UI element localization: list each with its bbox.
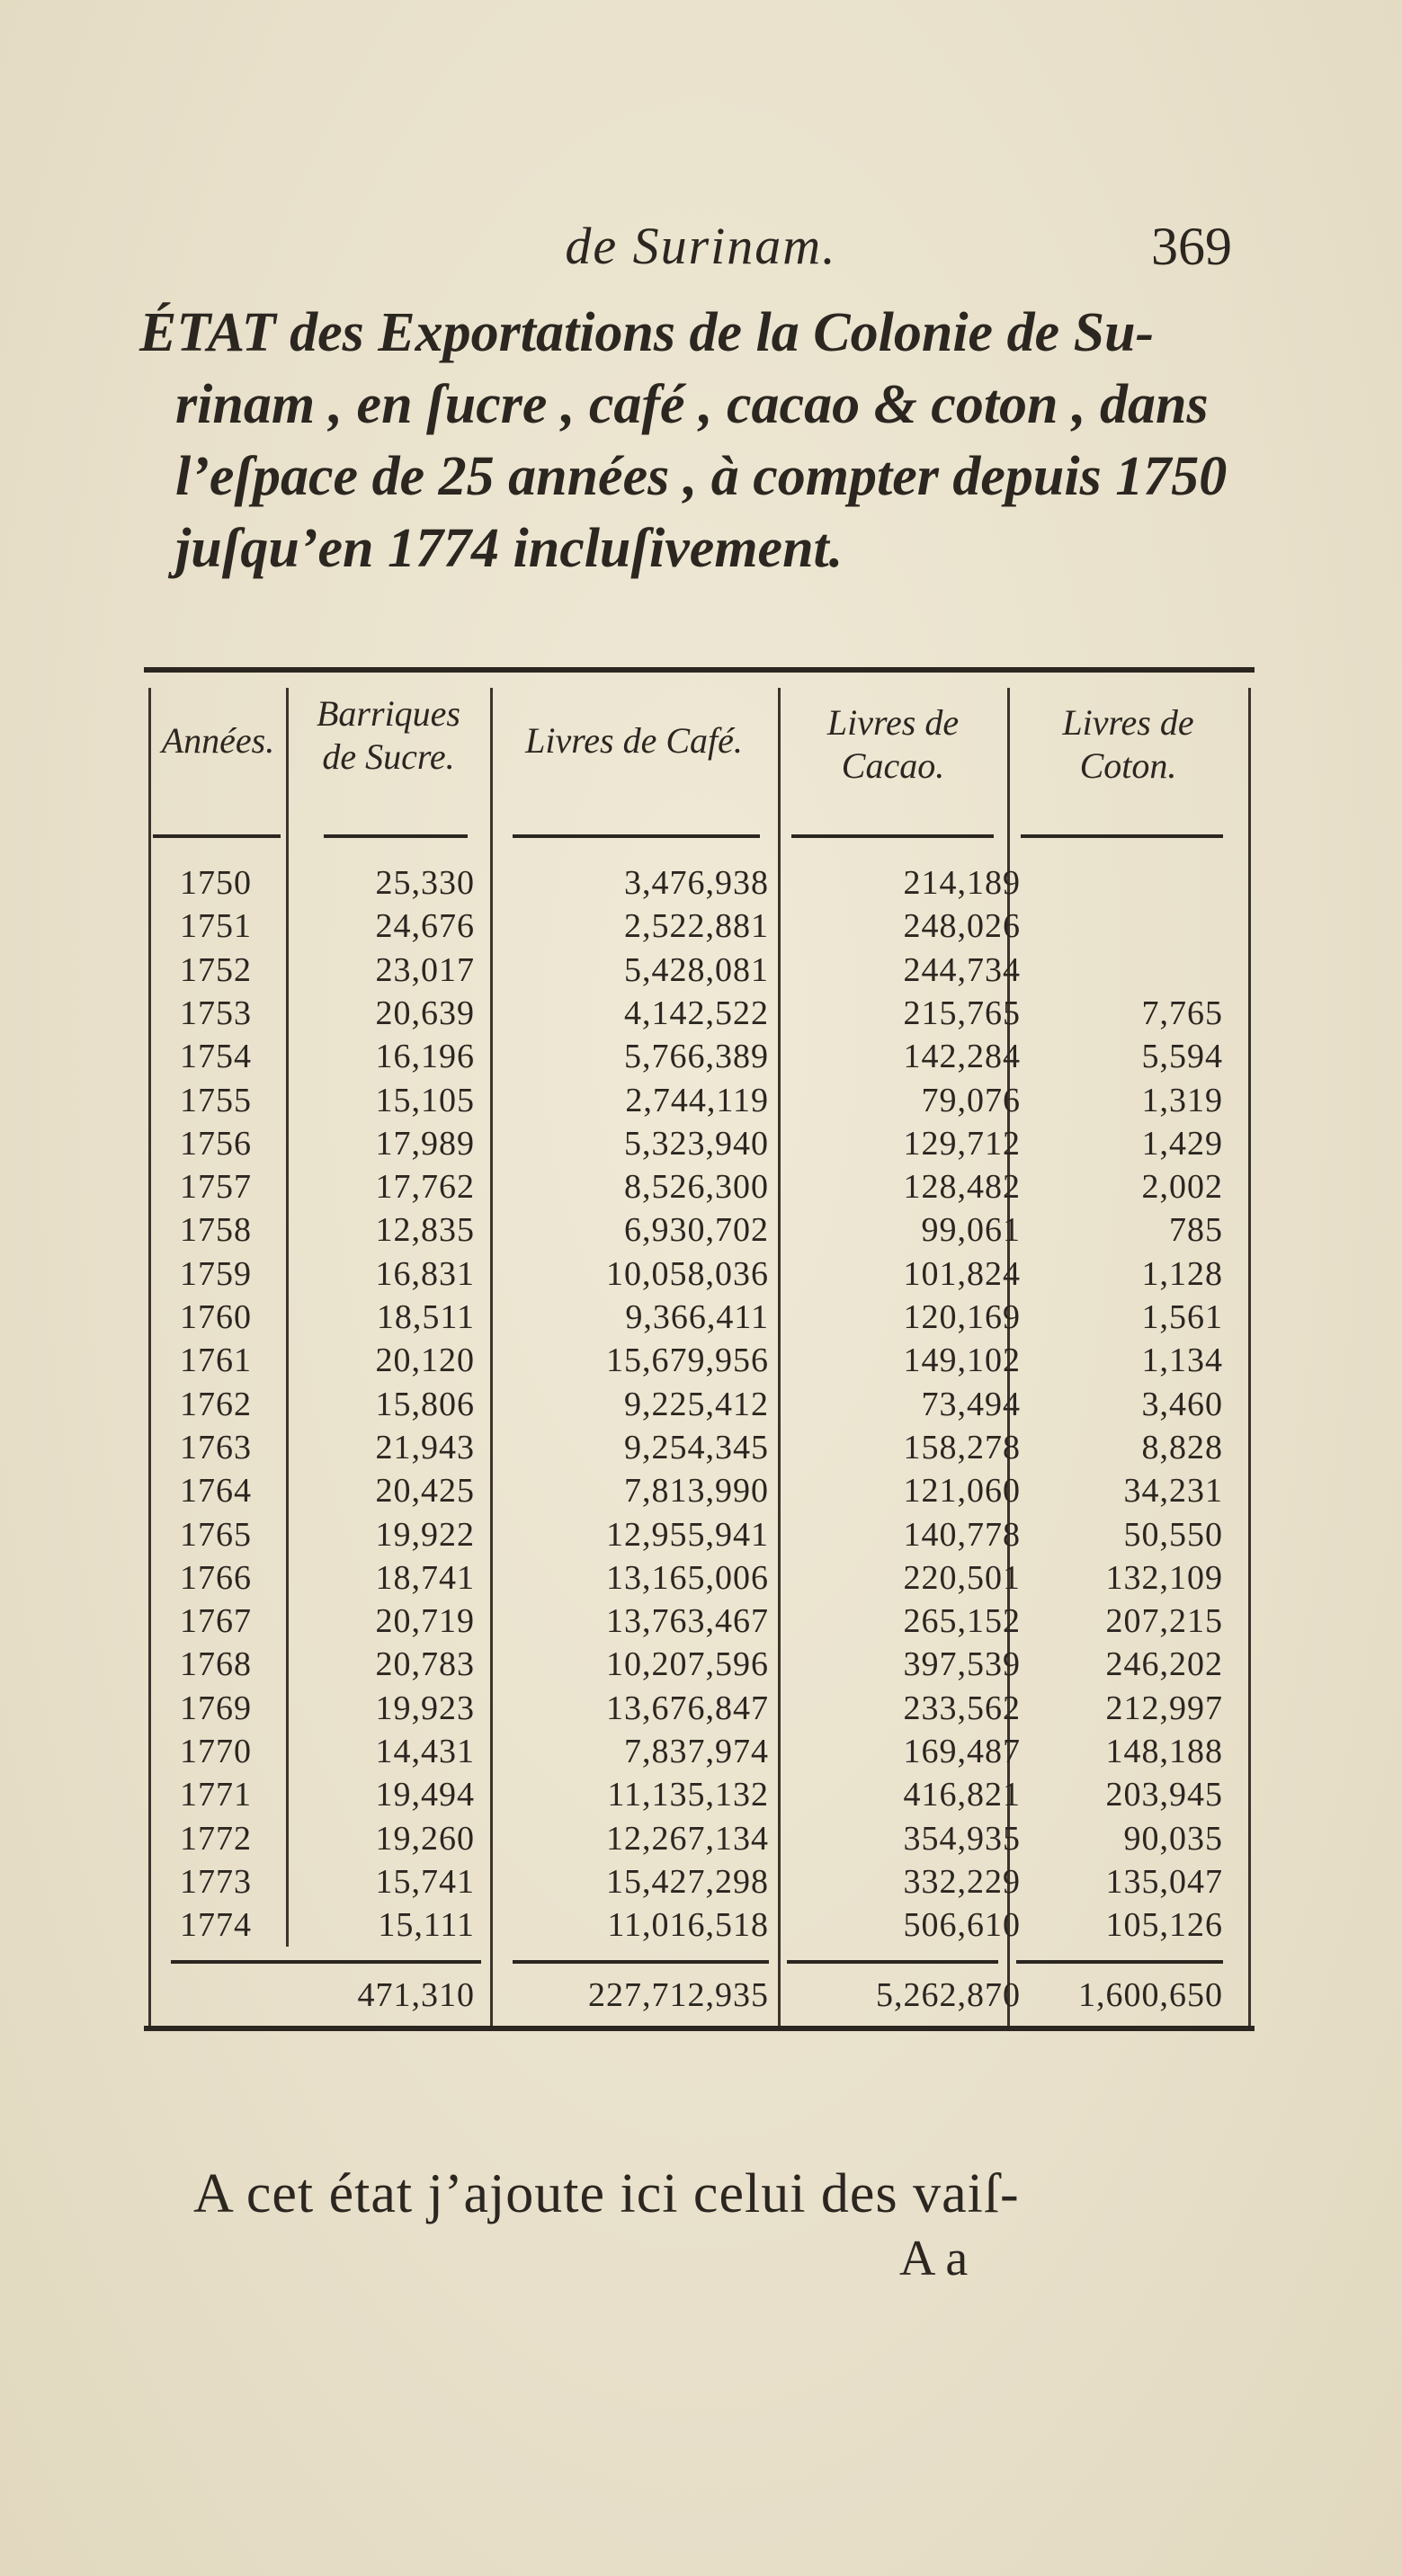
cell-cacao: 248,026 [903,907,1021,946]
cell-sugar: 15,806 [375,1385,475,1423]
cell-sugar: 17,989 [375,1124,475,1163]
cell-coffee: 12,955,941 [606,1515,769,1554]
cell-year: 1755 [180,1081,252,1119]
header-cacao-line2: Cacao. [841,745,945,786]
cell-cacao: 129,712 [903,1124,1021,1163]
cell-cotton: 34,231 [1123,1472,1223,1511]
cell-year: 1753 [180,994,252,1032]
cell-coffee: 9,366,411 [625,1298,769,1336]
signature-mark: A a [899,2231,969,2286]
cell-coffee: 9,225,412 [624,1385,769,1423]
cell-cotton: 212,997 [1105,1689,1223,1727]
cell-cacao: 73,494 [921,1385,1021,1423]
cell-year: 1760 [180,1298,252,1336]
cell-year: 1770 [180,1733,252,1770]
cell-cotton: 135,047 [1105,1862,1223,1901]
cell-sugar: 19,922 [375,1515,475,1554]
cell-coffee: 7,813,990 [624,1472,769,1511]
cell-cotton: 132,109 [1105,1558,1223,1597]
cell-cotton: 1,134 [1141,1341,1223,1380]
cell-sugar: 19,494 [375,1776,475,1814]
header-rule-5 [1021,834,1223,838]
cell-cacao: 332,229 [903,1862,1021,1901]
continuation-text: A cet état j’ajoute ici celui des vaiſ- [193,2163,1020,2224]
cell-cotton: 3,460 [1141,1385,1223,1423]
cell-cotton: 50,550 [1123,1515,1223,1554]
cell-year: 1774 [180,1906,252,1945]
cell-cotton: 5,594 [1141,1038,1223,1076]
cell-cacao: 158,278 [903,1428,1021,1466]
cell-cacao: 140,778 [903,1515,1021,1554]
cell-sugar: 20,639 [375,994,475,1032]
cell-coffee: 5,428,081 [624,950,769,989]
cell-year: 1772 [180,1819,252,1858]
cell-sugar: 23,017 [375,950,475,989]
cell-cotton: 7,765 [1141,994,1223,1032]
cell-cacao: 101,824 [903,1254,1021,1293]
table-right-border [1248,688,1251,2026]
cell-sugar: 14,431 [375,1733,475,1770]
cell-coffee: 11,016,518 [607,1906,769,1945]
cell-year: 1766 [180,1558,252,1597]
total-rule-3 [787,1960,998,1964]
cell-sugar: 18,511 [376,1298,475,1336]
header-cafe: Livres de Café. [525,720,743,761]
header-cacao [781,701,1005,788]
cell-coffee: 7,837,974 [624,1733,769,1770]
table-left-border [148,688,151,2026]
column-divider-2 [490,688,493,2026]
cell-cacao: 79,076 [921,1081,1021,1119]
cell-cotton [1043,905,1223,948]
cell-cotton [1043,861,1223,905]
cell-sugar: 18,741 [375,1558,475,1597]
cell-coffee: 13,165,006 [606,1558,769,1597]
total-coton: 1,600,650 [1078,1976,1223,2014]
running-title: de Surinam. [565,217,837,275]
cell-sugar: 15,105 [375,1081,475,1119]
cell-sugar: 20,719 [375,1602,475,1641]
total-cafe: 227,712,935 [588,1976,769,2014]
cell-year: 1757 [180,1168,252,1207]
cell-coffee: 4,142,522 [624,994,769,1032]
cell-year: 1752 [180,950,252,989]
column-divider-3 [778,688,781,2026]
header-coton-line2: Coton. [1079,745,1177,786]
cell-cotton [1043,949,1223,992]
cell-year: 1761 [180,1341,252,1380]
cell-sugar: 20,120 [375,1341,475,1380]
cell-coffee: 13,763,467 [606,1602,769,1641]
cell-cotton: 148,188 [1105,1733,1223,1770]
cell-year: 1758 [180,1211,252,1250]
header-rule-4 [791,834,994,838]
header-rule-3 [513,834,760,838]
cell-year: 1754 [180,1038,252,1076]
cell-sugar: 16,831 [375,1254,475,1293]
cell-cotton: 2,002 [1141,1168,1223,1207]
cell-sugar: 21,943 [375,1428,475,1466]
total-rule-1 [171,1960,481,1964]
cell-cotton: 105,126 [1105,1906,1223,1945]
header-cacao-line1: Livres de [826,702,960,743]
header-coton [1010,701,1246,788]
cell-cotton: 246,202 [1105,1645,1223,1684]
cell-cacao: 128,482 [903,1168,1021,1207]
cell-coffee: 6,930,702 [624,1211,769,1250]
cell-cotton: 1,561 [1141,1298,1223,1336]
cell-cacao: 215,765 [903,994,1021,1032]
cell-cotton: 1,319 [1141,1081,1223,1119]
header-sucre-line2: de Sucre. [322,736,455,777]
cell-coffee: 15,427,298 [606,1862,769,1901]
cell-cacao: 169,487 [903,1733,1021,1770]
cell-coffee: 8,526,300 [624,1168,769,1207]
cell-coffee: 10,207,596 [606,1645,769,1684]
cell-cotton: 90,035 [1123,1819,1223,1858]
cell-sugar: 16,196 [375,1038,475,1076]
cell-year: 1765 [180,1515,252,1554]
cell-cacao: 99,061 [921,1211,1021,1250]
cell-coffee: 5,766,389 [624,1038,769,1076]
cell-sugar: 12,835 [375,1211,475,1250]
cell-cotton: 203,945 [1105,1776,1223,1814]
cell-year: 1769 [180,1689,252,1727]
cell-coffee: 11,135,132 [607,1776,769,1814]
cell-cotton: 8,828 [1141,1428,1223,1466]
header-sucre-line1: Barriques [317,693,460,734]
cell-coffee: 12,267,134 [606,1819,769,1858]
total-rule-2 [513,1960,769,1964]
header-rule-2 [324,834,468,838]
cell-cacao: 244,734 [903,950,1021,989]
cell-year: 1767 [180,1602,252,1641]
cell-sugar: 25,330 [375,864,475,902]
cell-cacao: 397,539 [903,1645,1021,1684]
table-title [139,297,1281,584]
cell-coffee: 10,058,036 [606,1254,769,1293]
cell-year: 1750 [180,864,252,902]
total-sucre: 471,310 [357,1976,475,2014]
header-rule-1 [153,834,281,838]
cell-year: 1771 [180,1776,252,1814]
cell-coffee: 15,679,956 [606,1341,769,1380]
cell-coffee: 9,254,345 [624,1428,769,1466]
title-line-3: l’eſpace de 25 années , à compter depuis 1750 [175,446,1228,507]
cell-cacao: 121,060 [903,1472,1021,1511]
cell-sugar: 19,923 [375,1689,475,1727]
cell-year: 1751 [180,907,252,946]
cell-sugar: 19,260 [375,1819,475,1858]
cell-cacao: 233,562 [903,1689,1021,1727]
title-line-1: ÉTAT des Exportations de la Colonie de Su- [139,302,1155,363]
cell-cacao: 354,935 [903,1819,1021,1858]
cell-sugar: 17,762 [375,1168,475,1207]
cell-cacao: 220,501 [903,1558,1021,1597]
cell-cotton: 785 [1169,1211,1223,1250]
cell-year: 1759 [180,1254,252,1293]
cell-coffee: 5,323,940 [624,1124,769,1163]
cell-year: 1764 [180,1472,252,1511]
cell-cotton: 207,215 [1105,1602,1223,1641]
cell-cacao: 120,169 [903,1298,1021,1336]
cell-sugar: 24,676 [375,907,475,946]
cell-year: 1756 [180,1124,252,1163]
cell-cacao: 214,189 [903,864,1021,902]
table-bottom-rule [144,2026,1255,2031]
cell-year: 1773 [180,1862,252,1901]
cell-coffee: 3,476,938 [624,864,769,902]
total-cacao: 5,262,870 [876,1976,1021,2014]
page-number: 369 [1151,217,1232,276]
cell-cacao: 265,152 [903,1602,1021,1641]
header-sucre [290,692,487,779]
cell-year: 1762 [180,1385,252,1423]
cell-cacao: 416,821 [903,1776,1021,1814]
title-line-4: juſqu’en 1774 incluſivement. [175,518,844,579]
cell-year: 1768 [180,1645,252,1684]
title-line-2: rinam , en ſucre , café , cacao & coton , dans [175,374,1209,435]
cell-coffee: 2,522,881 [624,907,769,946]
cell-cotton: 1,429 [1141,1124,1223,1163]
cell-cotton: 1,128 [1141,1254,1223,1293]
cell-cacao: 142,284 [903,1038,1021,1076]
header-coton-line1: Livres de [1062,702,1194,743]
header-annees: Années. [161,720,275,761]
total-rule-4 [1016,1960,1223,1964]
cell-coffee: 13,676,847 [606,1689,769,1727]
cell-year: 1763 [180,1428,252,1466]
cell-sugar: 20,783 [375,1645,475,1684]
cell-coffee: 2,744,119 [625,1081,769,1119]
cell-sugar: 15,741 [375,1862,475,1901]
cell-sugar: 15,111 [378,1906,475,1945]
cell-sugar: 20,425 [375,1472,475,1511]
cell-cacao: 149,102 [903,1341,1021,1380]
cell-cacao: 506,610 [903,1906,1021,1945]
table-top-rule [144,667,1255,673]
